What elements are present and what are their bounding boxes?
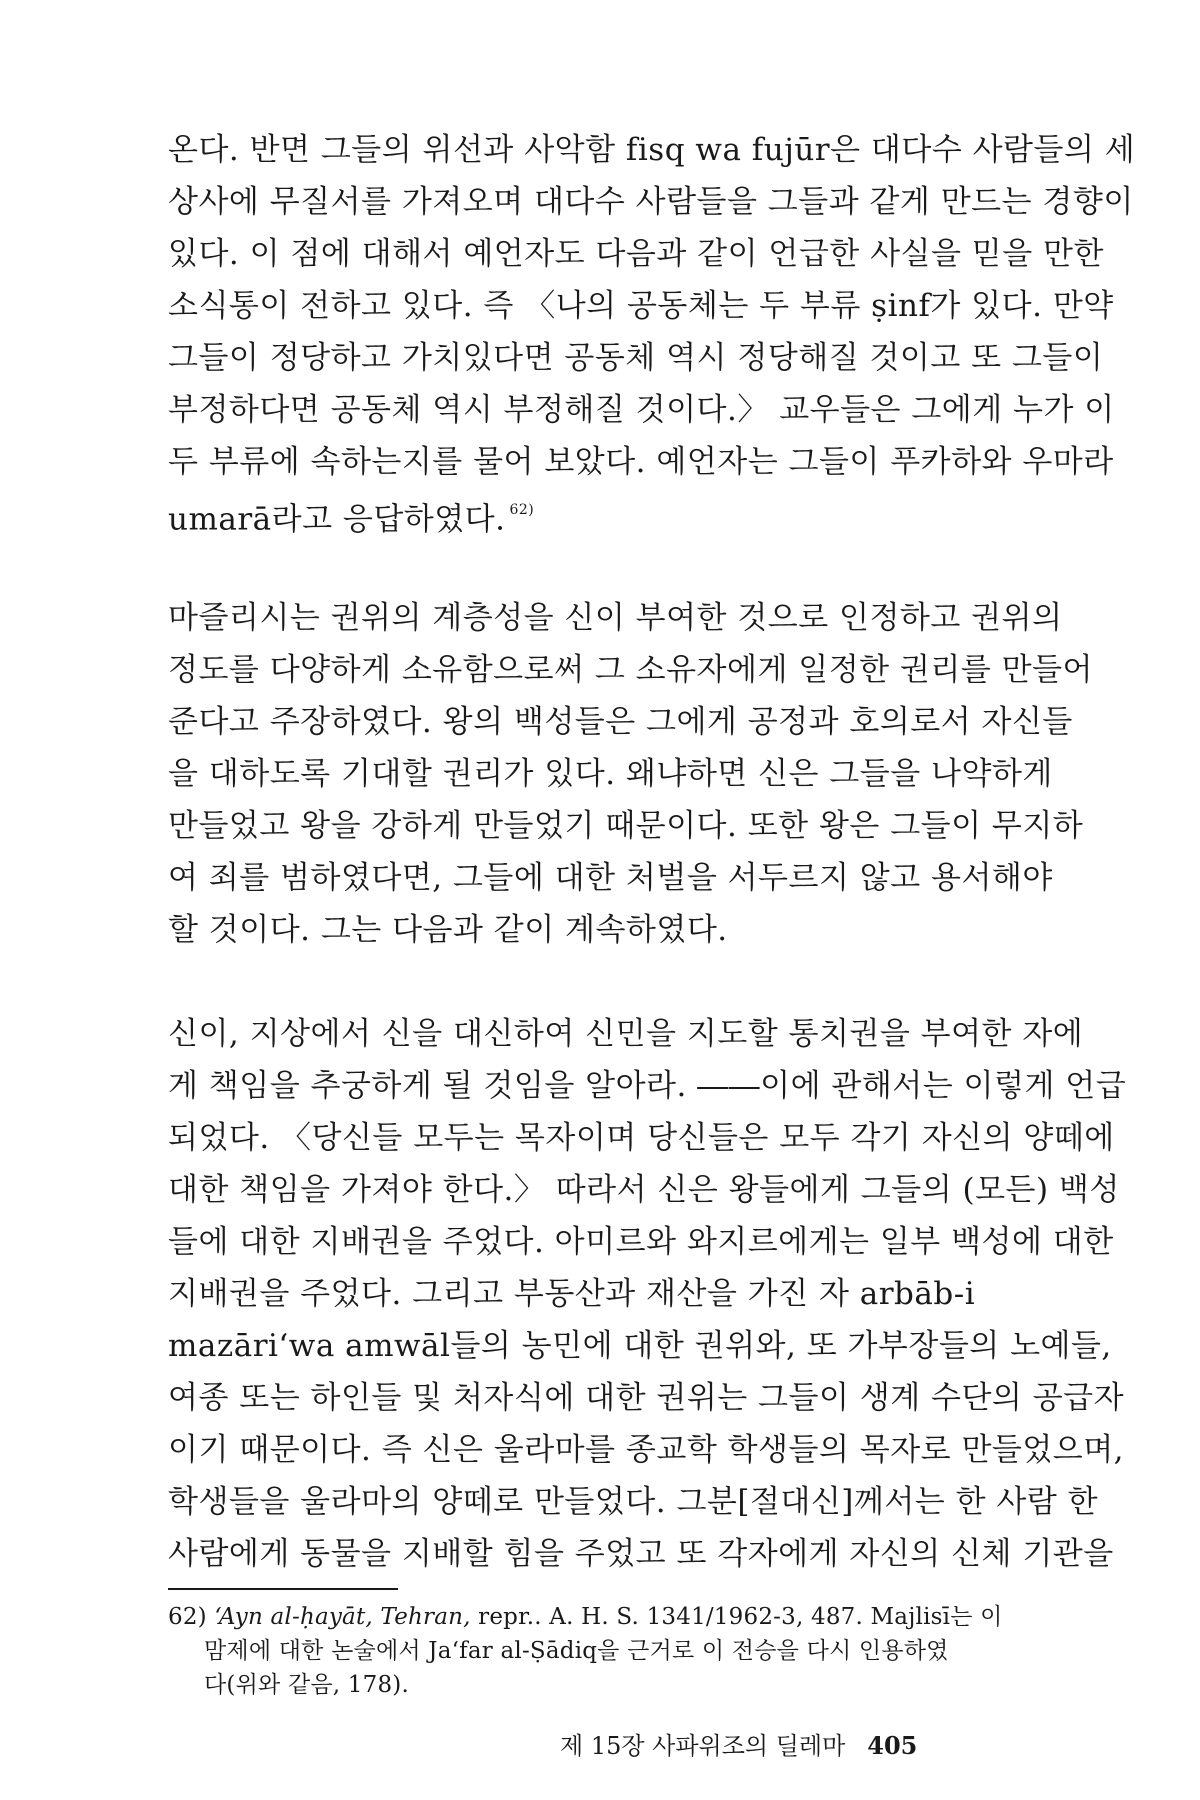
footnote-reference: 62) (509, 502, 535, 518)
footnote-line (168, 1600, 1003, 1634)
quote-line: 학생들을 울라마의 양떼로 만들었다. 그분[절대신]께서는 한 사람 한 (168, 1484, 1099, 1520)
footnote-source-title: ‘Ayn al-ḥayāt, Tehran, (214, 1604, 471, 1630)
paragraph-line: 마즐리시는 권위의 계층성을 신이 부여한 것으로 인정하고 권위의 (168, 600, 1063, 636)
quote-line: 되었다. 〈당신들 모두는 목자이며 당신들은 모두 각기 자신의 양떼에 (168, 1120, 1115, 1156)
paragraph-line: 두 부류에 속하는지를 물어 보았다. 예언자는 그들이 푸카하와 우마라 (168, 444, 1114, 480)
quote-line: 지배권을 주었다. 그리고 부동산과 재산을 가진 자 arbāb-i (168, 1276, 976, 1312)
page-number: 405 (867, 1731, 918, 1760)
quote-line: 신이, 지상에서 신을 대신하여 신민을 지도할 통치권을 부여한 자에 (168, 1016, 1084, 1052)
footnote-line: 맘제에 대한 논술에서 Ja‘far al-Ṣādiq을 근거로 이 전승을 다시 인용하였 (204, 1638, 949, 1664)
quote-line: mazāri‘wa amwāl들의 농민에 대한 권위와, 또 가부장들의 노예들, (168, 1328, 1112, 1364)
paragraph-line: 온다. 반면 그들의 위선과 사악함 fisq wa fujūr은 대다수 사람들의 세 (168, 132, 1136, 168)
footnote-line: 다(위와 같음, 178). (204, 1672, 409, 1698)
quote-line: 들에 대한 지배권을 주었다. 아미르와 와지르에게는 일부 백성에 대한 (168, 1224, 1114, 1260)
paragraph-line: 할 것이다. 그는 다음과 같이 계속하였다. (168, 912, 728, 948)
footnote-line-text: repr.. A. H. S. 1341/1962-3, 487. Majlisī는 이 (470, 1604, 1003, 1630)
paragraph-line: 여 죄를 범하였다면, 그들에 대한 처벌을 서두르지 않고 용서해야 (168, 860, 1053, 896)
paragraph-line: 준다고 주장하였다. 왕의 백성들은 그에게 공정과 호의로서 자신들 (168, 704, 1073, 740)
footnote-divider (168, 1588, 398, 1590)
quote-line: 대한 책임을 가져야 한다.〉 따라서 신은 왕들에게 그들의 (모든) 백성 (168, 1172, 1120, 1208)
quote-line: 게 책임을 추궁하게 될 것임을 알아라. ――이에 관해서는 이렇게 언급 (168, 1068, 1127, 1104)
footnote-number: 62) (168, 1604, 207, 1630)
paragraph-line: 만들었고 왕을 강하게 만들었기 때문이다. 또한 왕은 그들이 무지하 (168, 808, 1084, 844)
quote-line: 사람에게 동물을 지배할 힘을 주었고 또 각자에게 자신의 신체 기관을 (168, 1536, 1114, 1572)
quote-line: 여종 또는 하인들 및 처자식에 대한 권위는 그들이 생계 수단의 공급자 (168, 1380, 1125, 1416)
paragraph-line: 상사에 무질서를 가져오며 대다수 사람들을 그들과 같게 만드는 경향이 (168, 184, 1134, 220)
chapter-title: 제 15장 사파위조의 딜레마 (560, 1732, 846, 1760)
running-footer (560, 1730, 917, 1762)
quote-line: 이기 때문이다. 즉 신은 울라마를 종교학 학생들의 목자로 만들었으며, (168, 1432, 1125, 1468)
paragraph-line-text: umarā라고 응답하였다. (168, 501, 506, 538)
paragraph-line: 부정하다면 공동체 역시 부정해질 것이다.〉 교우들은 그에게 누가 이 (168, 392, 1115, 428)
paragraph-line: 있다. 이 점에 대해서 예언자도 다음과 같이 언급한 사실을 믿을 만한 (168, 236, 1104, 272)
paragraph-line: 을 대하도록 기대할 권리가 있다. 왜냐하면 신은 그들을 나약하게 (168, 756, 1053, 792)
paragraph-line: 그들이 정당하고 가치있다면 공동체 역시 정당해질 것이고 또 그들이 (168, 340, 1104, 376)
paragraph-line-last (168, 494, 534, 539)
paragraph-line: 정도를 다양하게 소유함으로써 그 소유자에게 일정한 권리를 만들어 (168, 652, 1093, 688)
paragraph-line: 소식통이 전하고 있다. 즉 〈나의 공동체는 두 부류 ṣinf가 있다. 만약 (168, 288, 1114, 324)
